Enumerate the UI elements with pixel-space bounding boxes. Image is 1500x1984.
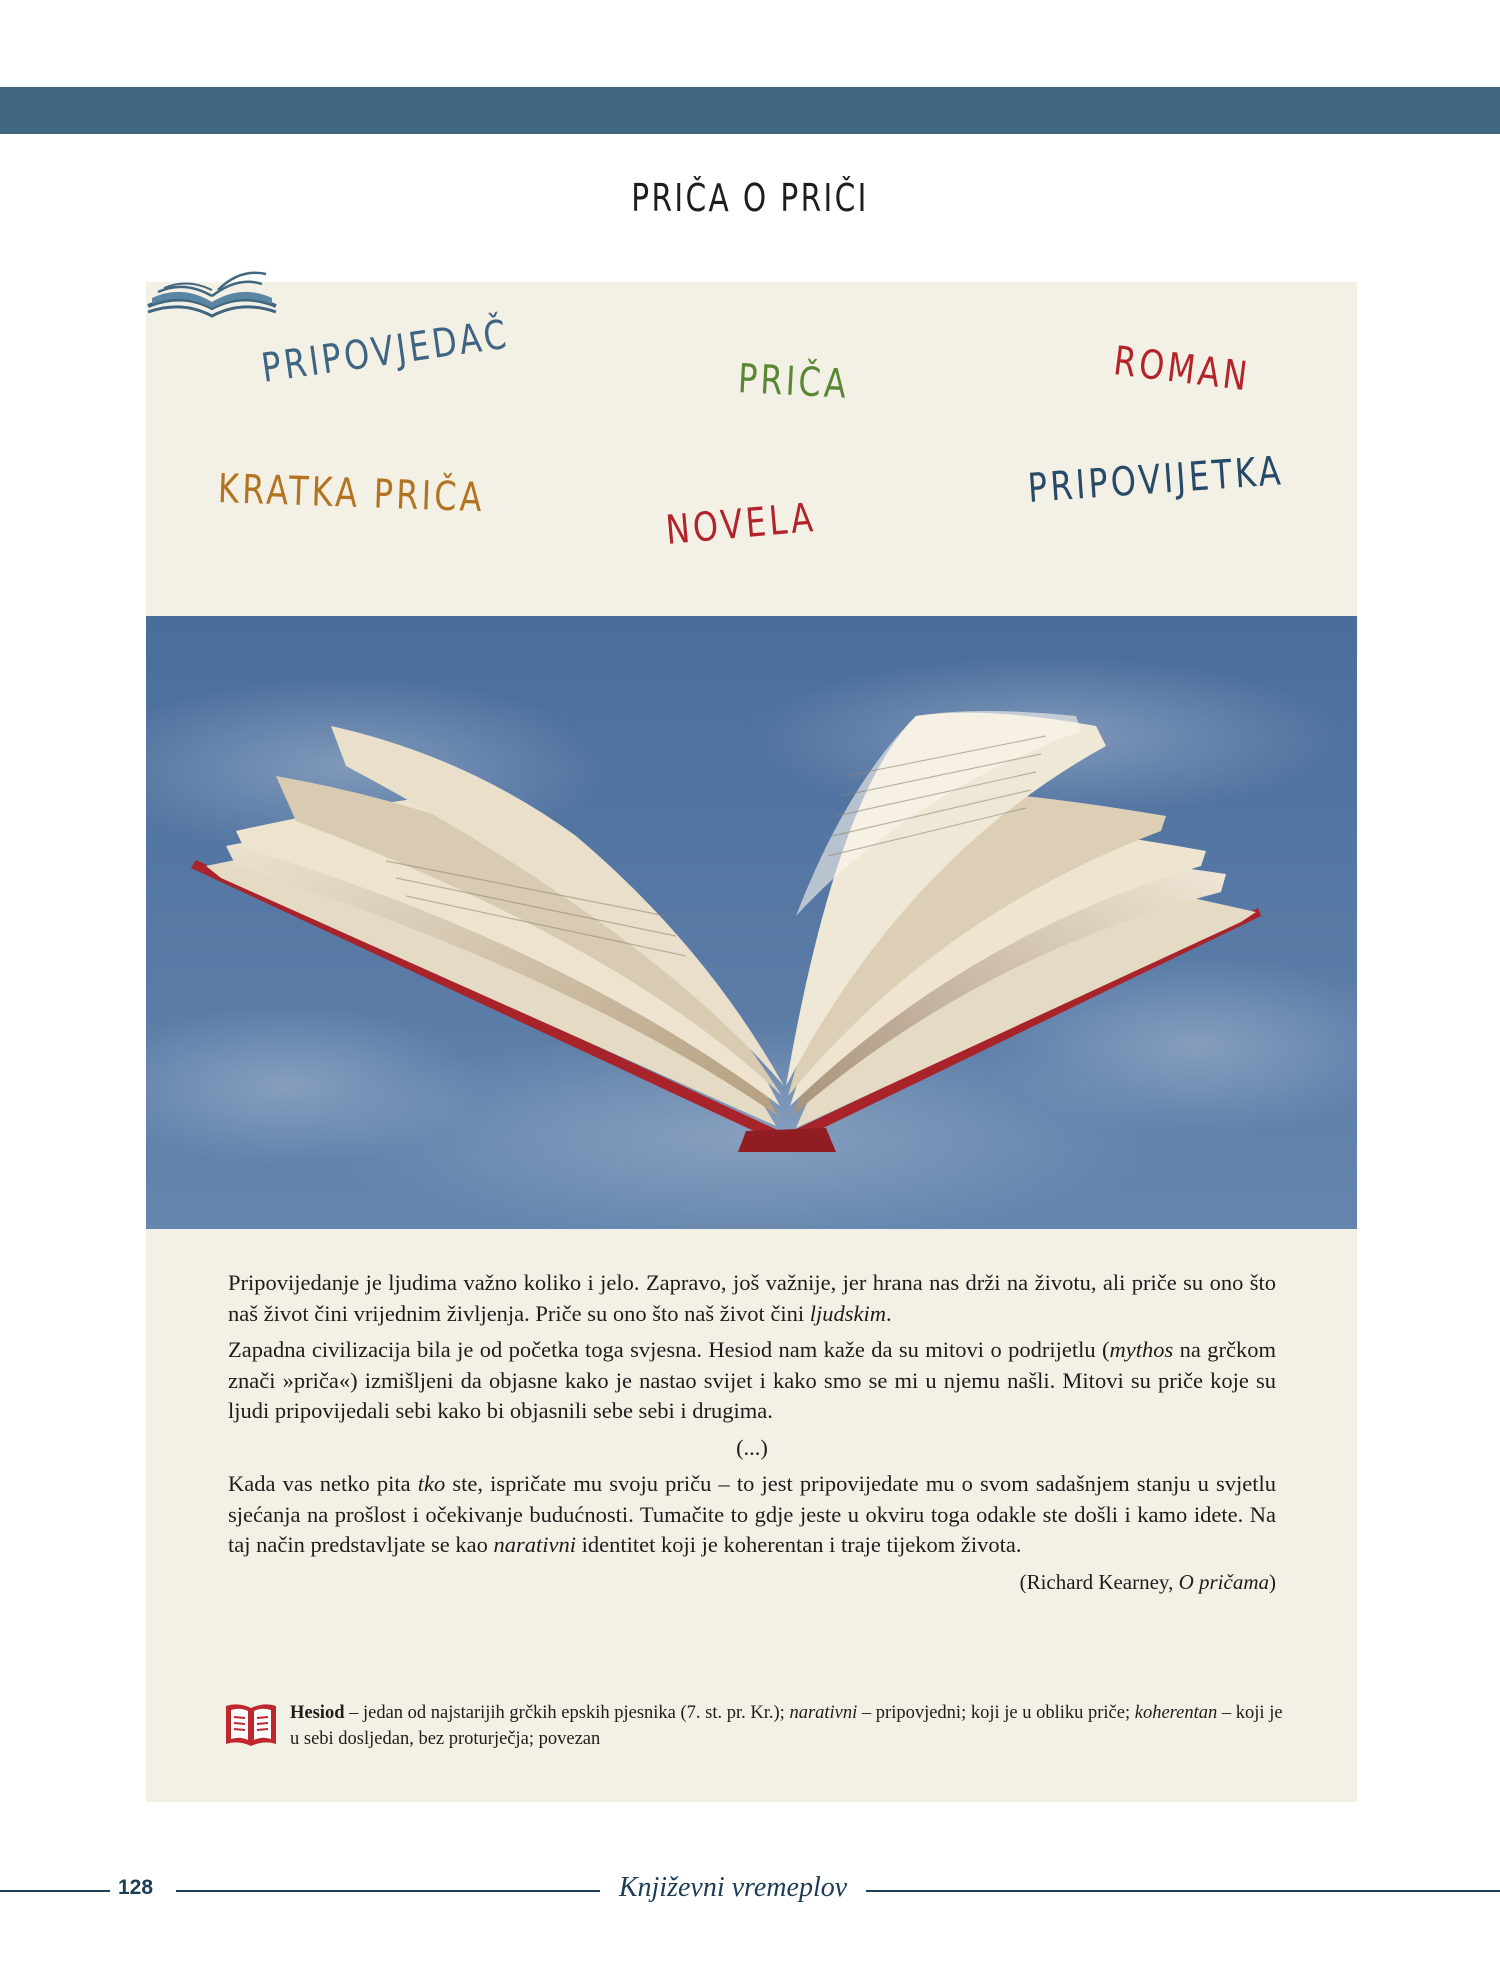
header-band [0,87,1500,134]
page-title: PRIČA O PRIČI [631,176,869,220]
keyword-prica: PRIČA [736,356,851,408]
glossary: Hesiod – jedan od najstarijih grčkih epskih pjesnika (7. st. pr. Kr.); narativni – pripovjedni; koji je u obliku priče; koherentan – koji je u sebi dosljedan, bez proturječja; povezan [290,1703,1283,1749]
keyword-roman: ROMAN [1111,338,1253,401]
footer-rule [866,1890,1500,1892]
keyword-pripovjedac: PRIPOVJEDAČ [258,311,513,392]
dictionary-book-icon [224,1700,278,1748]
keyword-pripovijetka: PRIPOVIJETKA [1026,448,1286,512]
paragraph-3: Kada vas netko pita tko ste, ispričate mu svoju priču – to jest pripovijedate mu o svom sadašnjem stanju u svjetlu sjećanja na prošlost i očekivanje budućnosti. Tumačite to gdje jeste u okviru toga odakle ste došli i kamo idete. Na taj način predstavljate se kao narativni identitet koji je koherentan i traje tijekom života. [228,1471,1276,1557]
quoted-passage [228,1268,1276,1597]
page-number: 128 [118,1876,154,1899]
paragraph-1: Pripovijedanje je ljudima važno koliko i jelo. Zapravo, još važnije, jer hrana nas drži na životu, ali priče su ono što naš život čini vrijednim življenja. Priče su ono što naš život čini ljudskim. [228,1270,1276,1326]
omission-mark: (...) [736,1434,768,1460]
book-title: Književni vremeplov [618,1872,848,1903]
keyword-kratka-prica: KRATKA PRIČA [217,466,486,522]
keyword-novela: NOVELA [663,494,818,554]
footer-rule [0,1890,110,1892]
citation: (Richard Kearney, O pričama) [1019,1569,1276,1594]
paragraph-2: Zapadna civilizacija bila je od početka toga svjesna. Hesiod nam kaže da su mitovi o podrijetlu (mythos na grčkom znači »priča«) izmišljeni da objasne kako je nastao svijet i kako smo se mi u njemu našli. Mitovi su priče koje su ljudi pripovijedali sebi kako bi objasnili sebe sebi i drugima. [228,1337,1276,1423]
open-book-icon [142,262,282,326]
open-book-photo [146,616,1357,1229]
footer-rule [176,1890,600,1892]
